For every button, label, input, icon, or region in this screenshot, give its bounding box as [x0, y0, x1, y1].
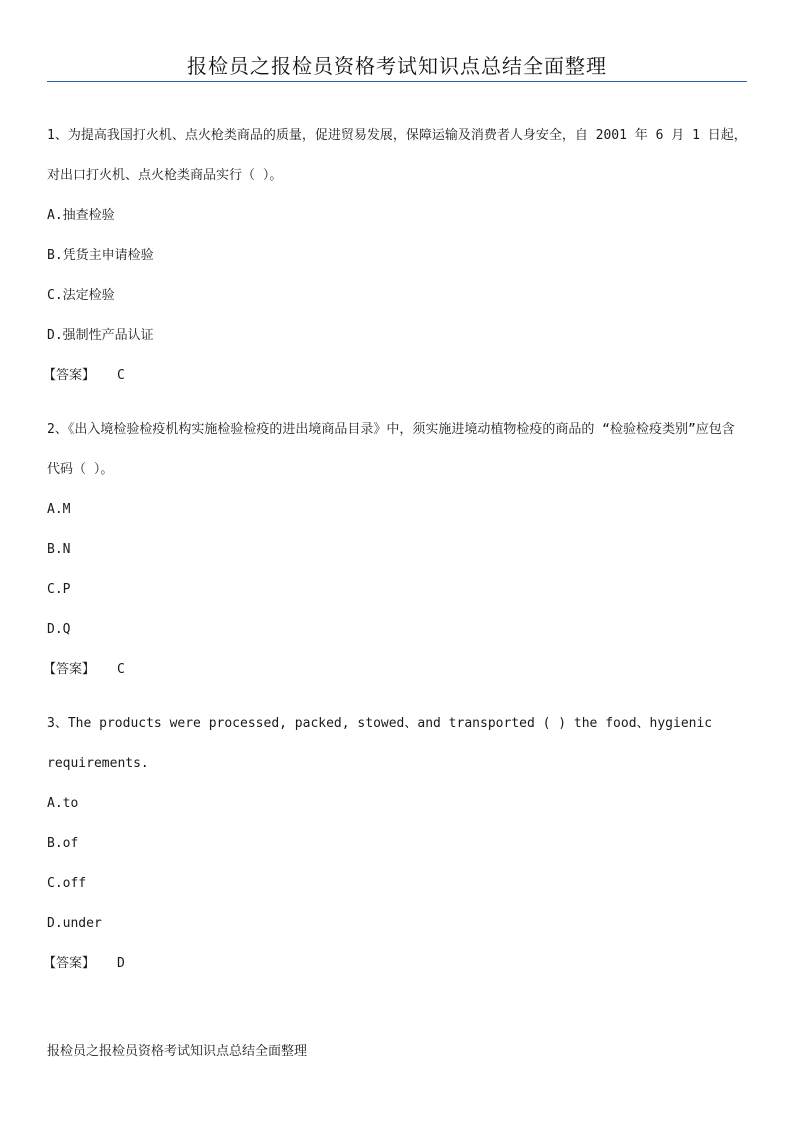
answer-line — [43, 356, 747, 396]
option-d: D.强制性产品认证 — [47, 328, 154, 343]
option-a: A.抽查检验 — [47, 208, 115, 223]
answer-value: C — [117, 662, 125, 677]
question-text: 3、The products were processed, packed, stowed、and transported ( ) the food、hygienic requirements. — [47, 716, 713, 771]
option-a: A.to — [47, 796, 79, 811]
question-3 — [43, 704, 747, 984]
answer-line — [43, 944, 747, 984]
option-d: D.Q — [47, 622, 71, 637]
answer-value: C — [117, 368, 125, 383]
option-a: A.M — [47, 502, 71, 517]
option-c: C.off — [47, 876, 87, 891]
question-text: 1、为提高我国打火机、点火枪类商品的质量，促进贸易发展，保障运输及消费者人身安全，自 2001 年 6 月 1 日起，对出口打火机、点火枪类商品实行（ ）。 — [47, 128, 747, 183]
option-b: B.N — [47, 542, 71, 557]
option-c: C.法定检验 — [47, 288, 115, 303]
question-list — [43, 116, 747, 998]
option-c: C.P — [47, 582, 71, 597]
page-footer: 报检员之报检员资格考试知识点总结全面整理 — [47, 1044, 308, 1059]
question-2 — [43, 410, 747, 690]
answer-label: 【答案】 — [43, 368, 96, 383]
header-divider — [47, 81, 747, 82]
page-title: 报检员之报检员资格考试知识点总结全面整理 — [187, 54, 607, 78]
answer-label: 【答案】 — [43, 662, 96, 677]
answer-line — [43, 650, 747, 690]
option-b: B.凭货主申请检验 — [47, 248, 154, 263]
question-1 — [43, 116, 747, 396]
question-text: 2、《出入境检验检疫机构实施检验检疫的进出境商品目录》中，须实施进境动植物检疫的商品的 “检验检疫类别”应包含代码（ ）。 — [47, 422, 735, 477]
answer-label: 【答案】 — [43, 956, 96, 971]
answer-value: D — [117, 956, 125, 971]
option-b: B.of — [47, 836, 79, 851]
option-d: D.under — [47, 916, 102, 931]
